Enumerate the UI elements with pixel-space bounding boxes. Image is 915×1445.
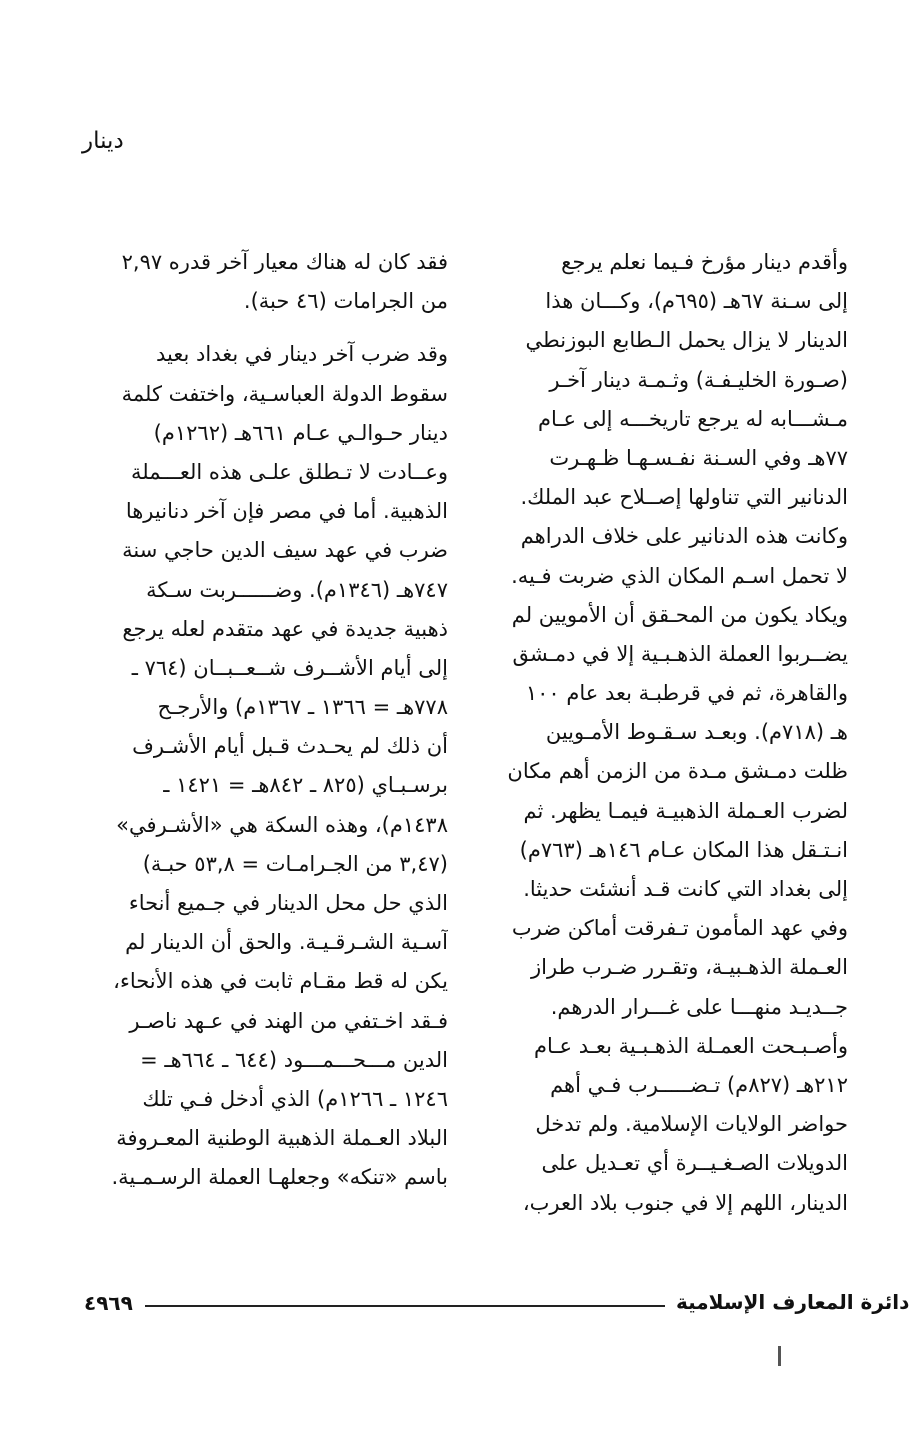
body-line: يضــربوا العملة الذهـبـية إلا في دمـشق (512, 641, 848, 666)
body-line: من الجرامات (٤٦ حبة). (243, 289, 448, 314)
body-line: ويكاد يكون من المحـقق أن الأمويين لم (511, 602, 848, 627)
body-line: وكانت هذه الدنانير على خلاف الدراهم (520, 524, 848, 549)
body-line: مـشـــابه له يرجع تاريخـــه إلى عـام (537, 406, 848, 431)
body-line: ٢١٢هـ (٨٢٧م) تـضـــــرب فـي أهم (550, 1072, 848, 1097)
body-line: إلى أيام الأشــرف شــعــبــان (٧٦٤ ـ (131, 655, 448, 680)
body-line: العـملة الذهـبيـة، وتقـرر ضـرب طراز (530, 955, 848, 980)
body-line: الدينار، اللهم إلا في جنوب بلاد العرب، (522, 1190, 848, 1215)
body-line: ظلت دمـشق مـدة من الزمن أهم مكان (507, 759, 848, 784)
body-line: دينار حـوالـي عـام ٦٦١هـ (١٢٦٢م) (153, 420, 448, 445)
body-line: وقد ضرب آخر دينار في بغداد بعيد (156, 342, 448, 367)
page-number: ٤٩٦٩ (84, 1291, 133, 1315)
body-line: يكن له قط مقـام ثابت في هذه الأنحاء، (113, 969, 448, 994)
left-column (80, 243, 448, 1198)
body-line: الدويلات الصـغـيــرة أي تعـديل على (541, 1151, 848, 1176)
body-line: هـ (٧١٨م). وبعـد سـقـوط الأمـويين (545, 720, 848, 745)
body-line: ٧٤٧هـ (١٣٤٦م). وضــــــربت سـكة (146, 577, 448, 602)
body-line: الدينار لا يزال يحمل الـطابع البوزنطي (525, 328, 848, 353)
footer-encyclopedia-title: دائرة المعارف الإسلامية (676, 1290, 910, 1314)
body-line: وأصـبـحت العمـلة الذهـبـية بعـد عـام (534, 1033, 848, 1058)
margin-mark (778, 1346, 781, 1366)
body-line: ضرب في عهد سيف الدين حاجي سنة (122, 538, 448, 563)
body-line: ١٢٤٦ ـ ١٢٦٦م) الذي أدخل فـي تلك (142, 1086, 448, 1111)
page-header-title: دينار (82, 128, 124, 154)
body-line: ٧٧هـ وفي السـنة نفـسـهـا ظـهـرت (549, 445, 848, 470)
body-line: آسـية الشـرقـيـة. والحق أن الدينار لم (125, 930, 448, 955)
body-line: (صـورة الخليـفـة) وثـمـة دينار آخـر (549, 367, 848, 392)
body-line: ٧٧٨هـ = ١٣٦٦ ـ ١٣٦٧م) والأرجـح (157, 695, 448, 720)
body-line: فـقد اخـتفي من الهند في عـهد ناصـر (129, 1008, 448, 1033)
body-line: الدين مـــحـــمـــود (٦٤٤ ـ ٦٦٤هـ = (140, 1047, 448, 1072)
body-line: والقاهرة، ثم في قرطبـة بعد عام ١٠٠ (525, 681, 848, 706)
body-line: فقد كان له هناك معيار آخر قدره ٢,٩٧ (121, 250, 448, 274)
body-line: (٣,٤٧ من الجـرامـات = ٥٣,٨ حبـة) (142, 851, 448, 876)
footer-divider (145, 1305, 665, 1307)
body-line: لضرب العـملة الذهبيـة فيمـا يظهر. ثم (523, 798, 848, 823)
body-line: سقوط الدولة العباسـية، واختفت كلمة (121, 381, 448, 406)
body-line: حواضر الولايات الإسلامية. ولم تدخل (535, 1112, 848, 1137)
body-line: جــديـد منهـــا على غـــرار الدرهم. (550, 994, 848, 1019)
body-line: وعــادت لا تـطلق علـى هذه العـــملة (131, 459, 448, 484)
body-line: إلى سـنة ٦٧هـ (٦٩٥م)، وكـــان هذا (545, 289, 848, 314)
body-line: انـتـقل هذا المكان عـام ١٤٦هـ (٧٦٣م) (519, 837, 848, 862)
body-line: الذي حل محل الدينار في جـميع أنحاء (128, 891, 448, 915)
body-line: ذهبية جديدة في عهد متقدم لعله يرجع (122, 616, 448, 641)
paragraph-gap (80, 321, 448, 335)
body-line: البلاد العـملة الذهبية الوطنية المعـروفة (116, 1126, 448, 1151)
body-line: إلى بغداد التي كانت قـد أنشئت حديثا. (523, 877, 848, 901)
body-line: برسـبـاي (٨٢٥ ـ ٨٤٢هـ = ١٤٢١ ـ (163, 773, 448, 798)
body-line: وفي عهد المأمون تـفرقت أماكن ضرب (511, 916, 848, 941)
body-line: الدنانير التي تناولها إصــلاح عبد الملك. (520, 485, 848, 510)
body-line: وأقدم دينار مؤرخ فـيما نعلم يرجع (561, 250, 848, 274)
body-line: لا تحمل اسـم المكان الذي ضربت فـيه. (511, 563, 848, 588)
right-column (492, 243, 848, 1223)
body-line: باسم «تنكه» وجعلهـا العملة الرسـمـية. (111, 1165, 448, 1190)
body-line: أن ذلك لم يحـدث قـبل أيام الأشـرف (132, 734, 448, 759)
body-line: ١٤٣٨م)، وهذه السكة هي «الأشـرفي» (116, 812, 448, 837)
body-line: الذهبية. أما في مصر فإن آخر دنانيرها (125, 499, 448, 524)
